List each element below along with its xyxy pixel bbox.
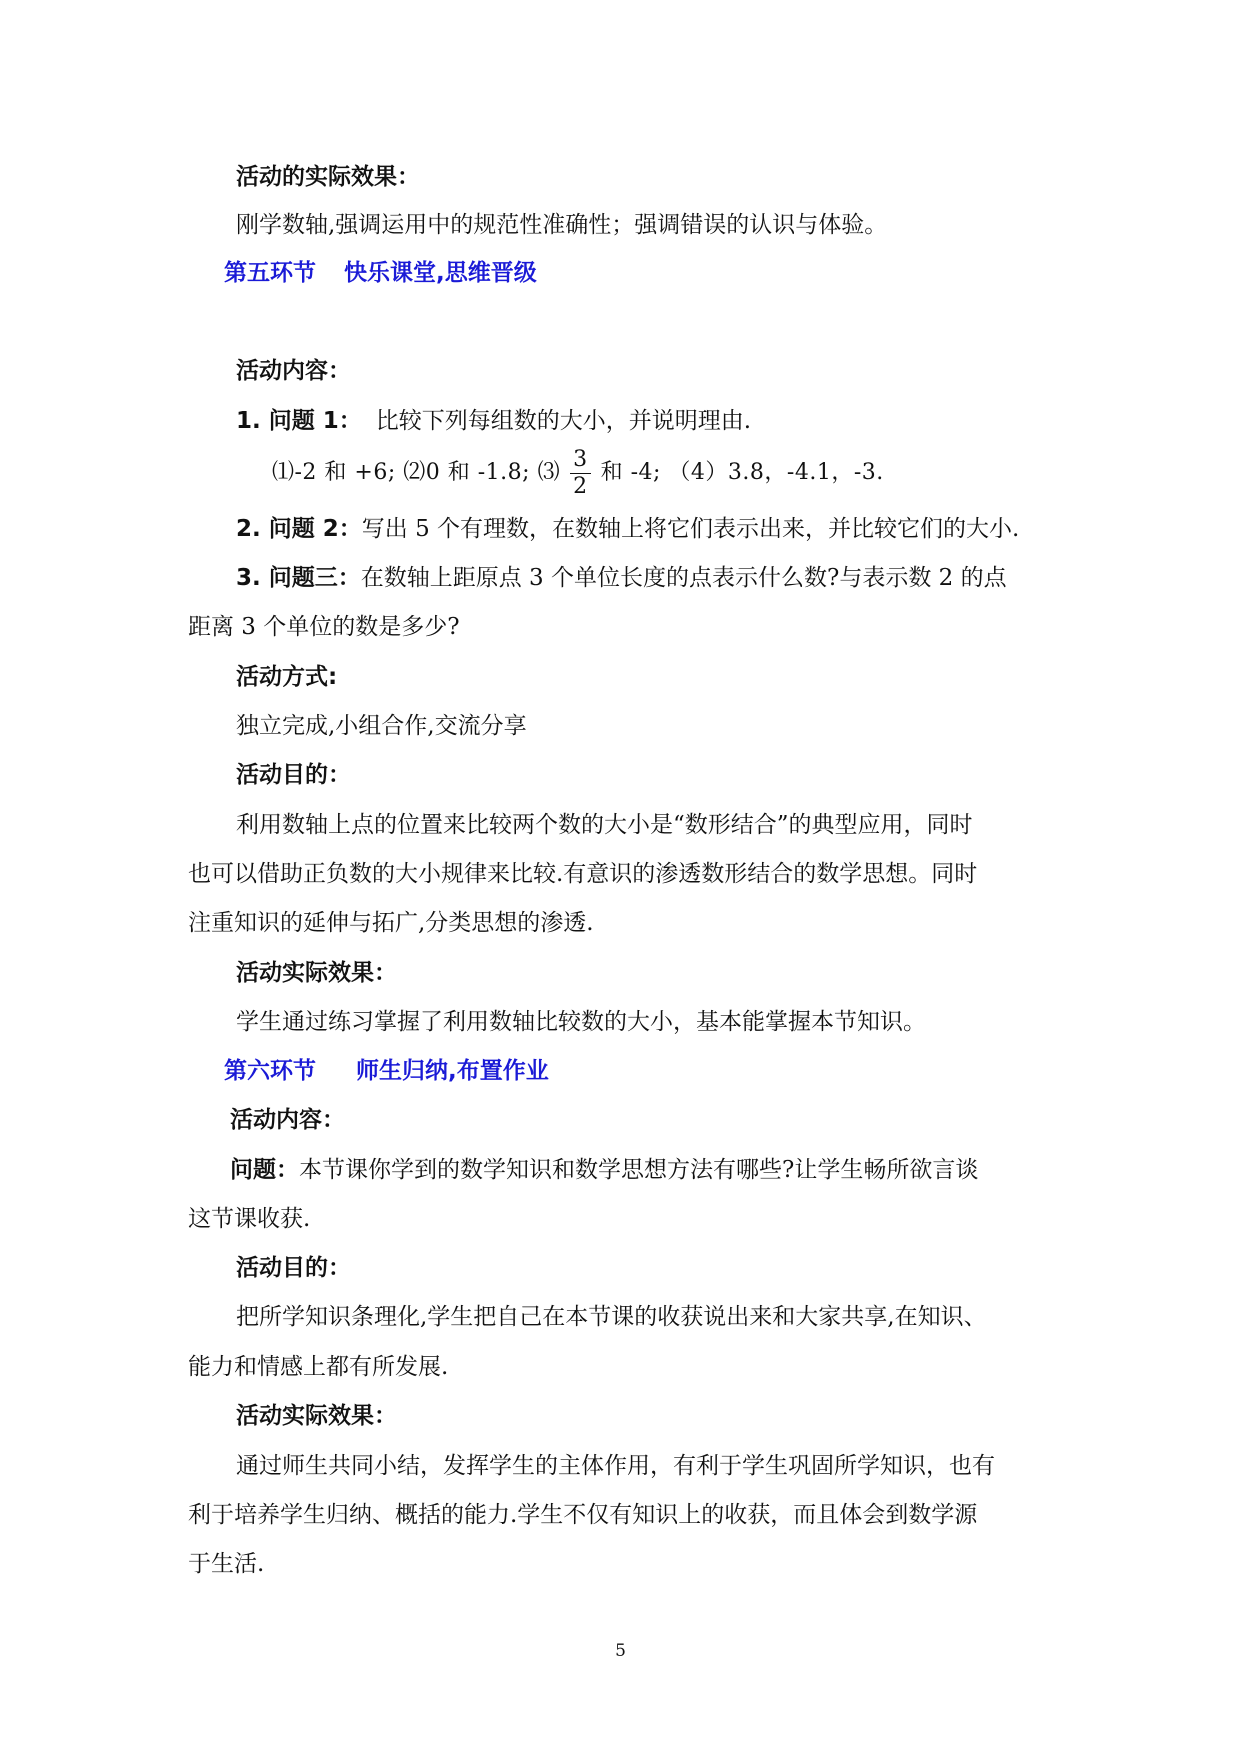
sec5-title (224, 258, 537, 288)
sec5-method-heading: 活动方式: (236, 664, 338, 690)
sec5-q3-text-2: 距离 3 个单位的数是多少? (188, 614, 460, 640)
sec6-goal-heading: 活动目的： (236, 1255, 351, 1281)
sec6-question (230, 1155, 978, 1185)
sec5-q3 (236, 563, 1007, 593)
sec6-goal-text-1: 把所学知识条理化,学生把自己在本节课的收获说出来和大家共享,在知识、 (236, 1304, 987, 1330)
sec5-content-heading: 活动内容： (236, 358, 351, 384)
sec5-q2-text: 写出 5 个有理数，在数轴上将它们表示出来，并比较它们的大小. (361, 516, 1020, 542)
sec5-effect-text: 学生通过练习掌握了利用数轴比较数的大小，基本能掌握本节知识。 (236, 1009, 926, 1035)
sec4-effect-heading: 活动的实际效果： (236, 164, 420, 190)
sec5-method-text: 独立完成,小组合作,交流分享 (236, 713, 527, 739)
fraction-three-halves (570, 448, 591, 499)
sec6-q-label: 问题： (230, 1157, 299, 1183)
sec5-q1-text: 比较下列每组数的大小，并说明理由. (375, 408, 752, 434)
sec5-q3-label: 3. 问题三： (236, 565, 361, 591)
sec6-q-text-1: 本节课你学到的数学知识和数学思想方法有哪些?让学生畅所欲言谈 (299, 1157, 979, 1183)
sec5-title-num: 第五环节 (224, 260, 316, 286)
sec4-effect-text: 刚学数轴,强调运用中的规范性准确性；强调错误的认识与体验。 (236, 212, 888, 238)
sec5-q1-label: 1. 问题 1： (236, 408, 362, 434)
page-number: 5 (615, 1641, 626, 1661)
sec5-title-text: 快乐课堂,思维晋级 (344, 260, 537, 286)
sec6-effect-text-1: 通过师生共同小结，发挥学生的主体作用，有利于学生巩固所学知识，也有 (236, 1453, 995, 1479)
sec5-goal-text-2: 也可以借助正负数的大小规律来比较.有意识的渗透数形结合的数学思想。同时 (188, 861, 978, 887)
sec6-content-heading: 活动内容： (230, 1107, 345, 1133)
sec5-q2-label: 2. 问题 2： (236, 516, 362, 542)
sec5-q2 (236, 514, 1019, 544)
sec6-title-num: 第六环节 (224, 1058, 316, 1084)
sec5-q1 (236, 406, 751, 436)
sec5-q3-text-1: 在数轴上距原点 3 个单位长度的点表示什么数?与表示数 2 的点 (360, 565, 1007, 591)
sec6-title-text: 师生归纳,布置作业 (356, 1058, 549, 1084)
fraction-denominator: 2 (573, 473, 588, 499)
sec5-goal-text-3: 注重知识的延伸与拓广,分类思想的渗透. (188, 910, 594, 936)
sec6-title (224, 1056, 549, 1086)
sec5-effect-heading: 活动实际效果： (236, 960, 397, 986)
sec6-goal-text-2: 能力和情感上都有所发展. (188, 1354, 449, 1380)
sec5-q1-items (272, 447, 884, 499)
fraction-numerator: 3 (570, 448, 591, 474)
sec5-q1-items-b: 和 -4; （4）3.8，-4.1，-3. (600, 460, 884, 485)
sec5-goal-text-1: 利用数轴上点的位置来比较两个数的大小是“数形结合”的典型应用，同时 (236, 812, 973, 838)
sec6-effect-text-2: 利于培养学生归纳、概括的能力.学生不仅有知识上的收获，而且体会到数学源 (188, 1502, 978, 1528)
sec5-q1-items-a: ⑴-2 和 +6; ⑵0 和 -1.8; ⑶ (272, 460, 561, 485)
sec6-effect-text-3: 于生活. (188, 1551, 265, 1577)
sec6-q-text-2: 这节课收获. (188, 1206, 311, 1232)
sec6-effect-heading: 活动实际效果： (236, 1403, 397, 1429)
sec5-goal-heading: 活动目的： (236, 762, 351, 788)
